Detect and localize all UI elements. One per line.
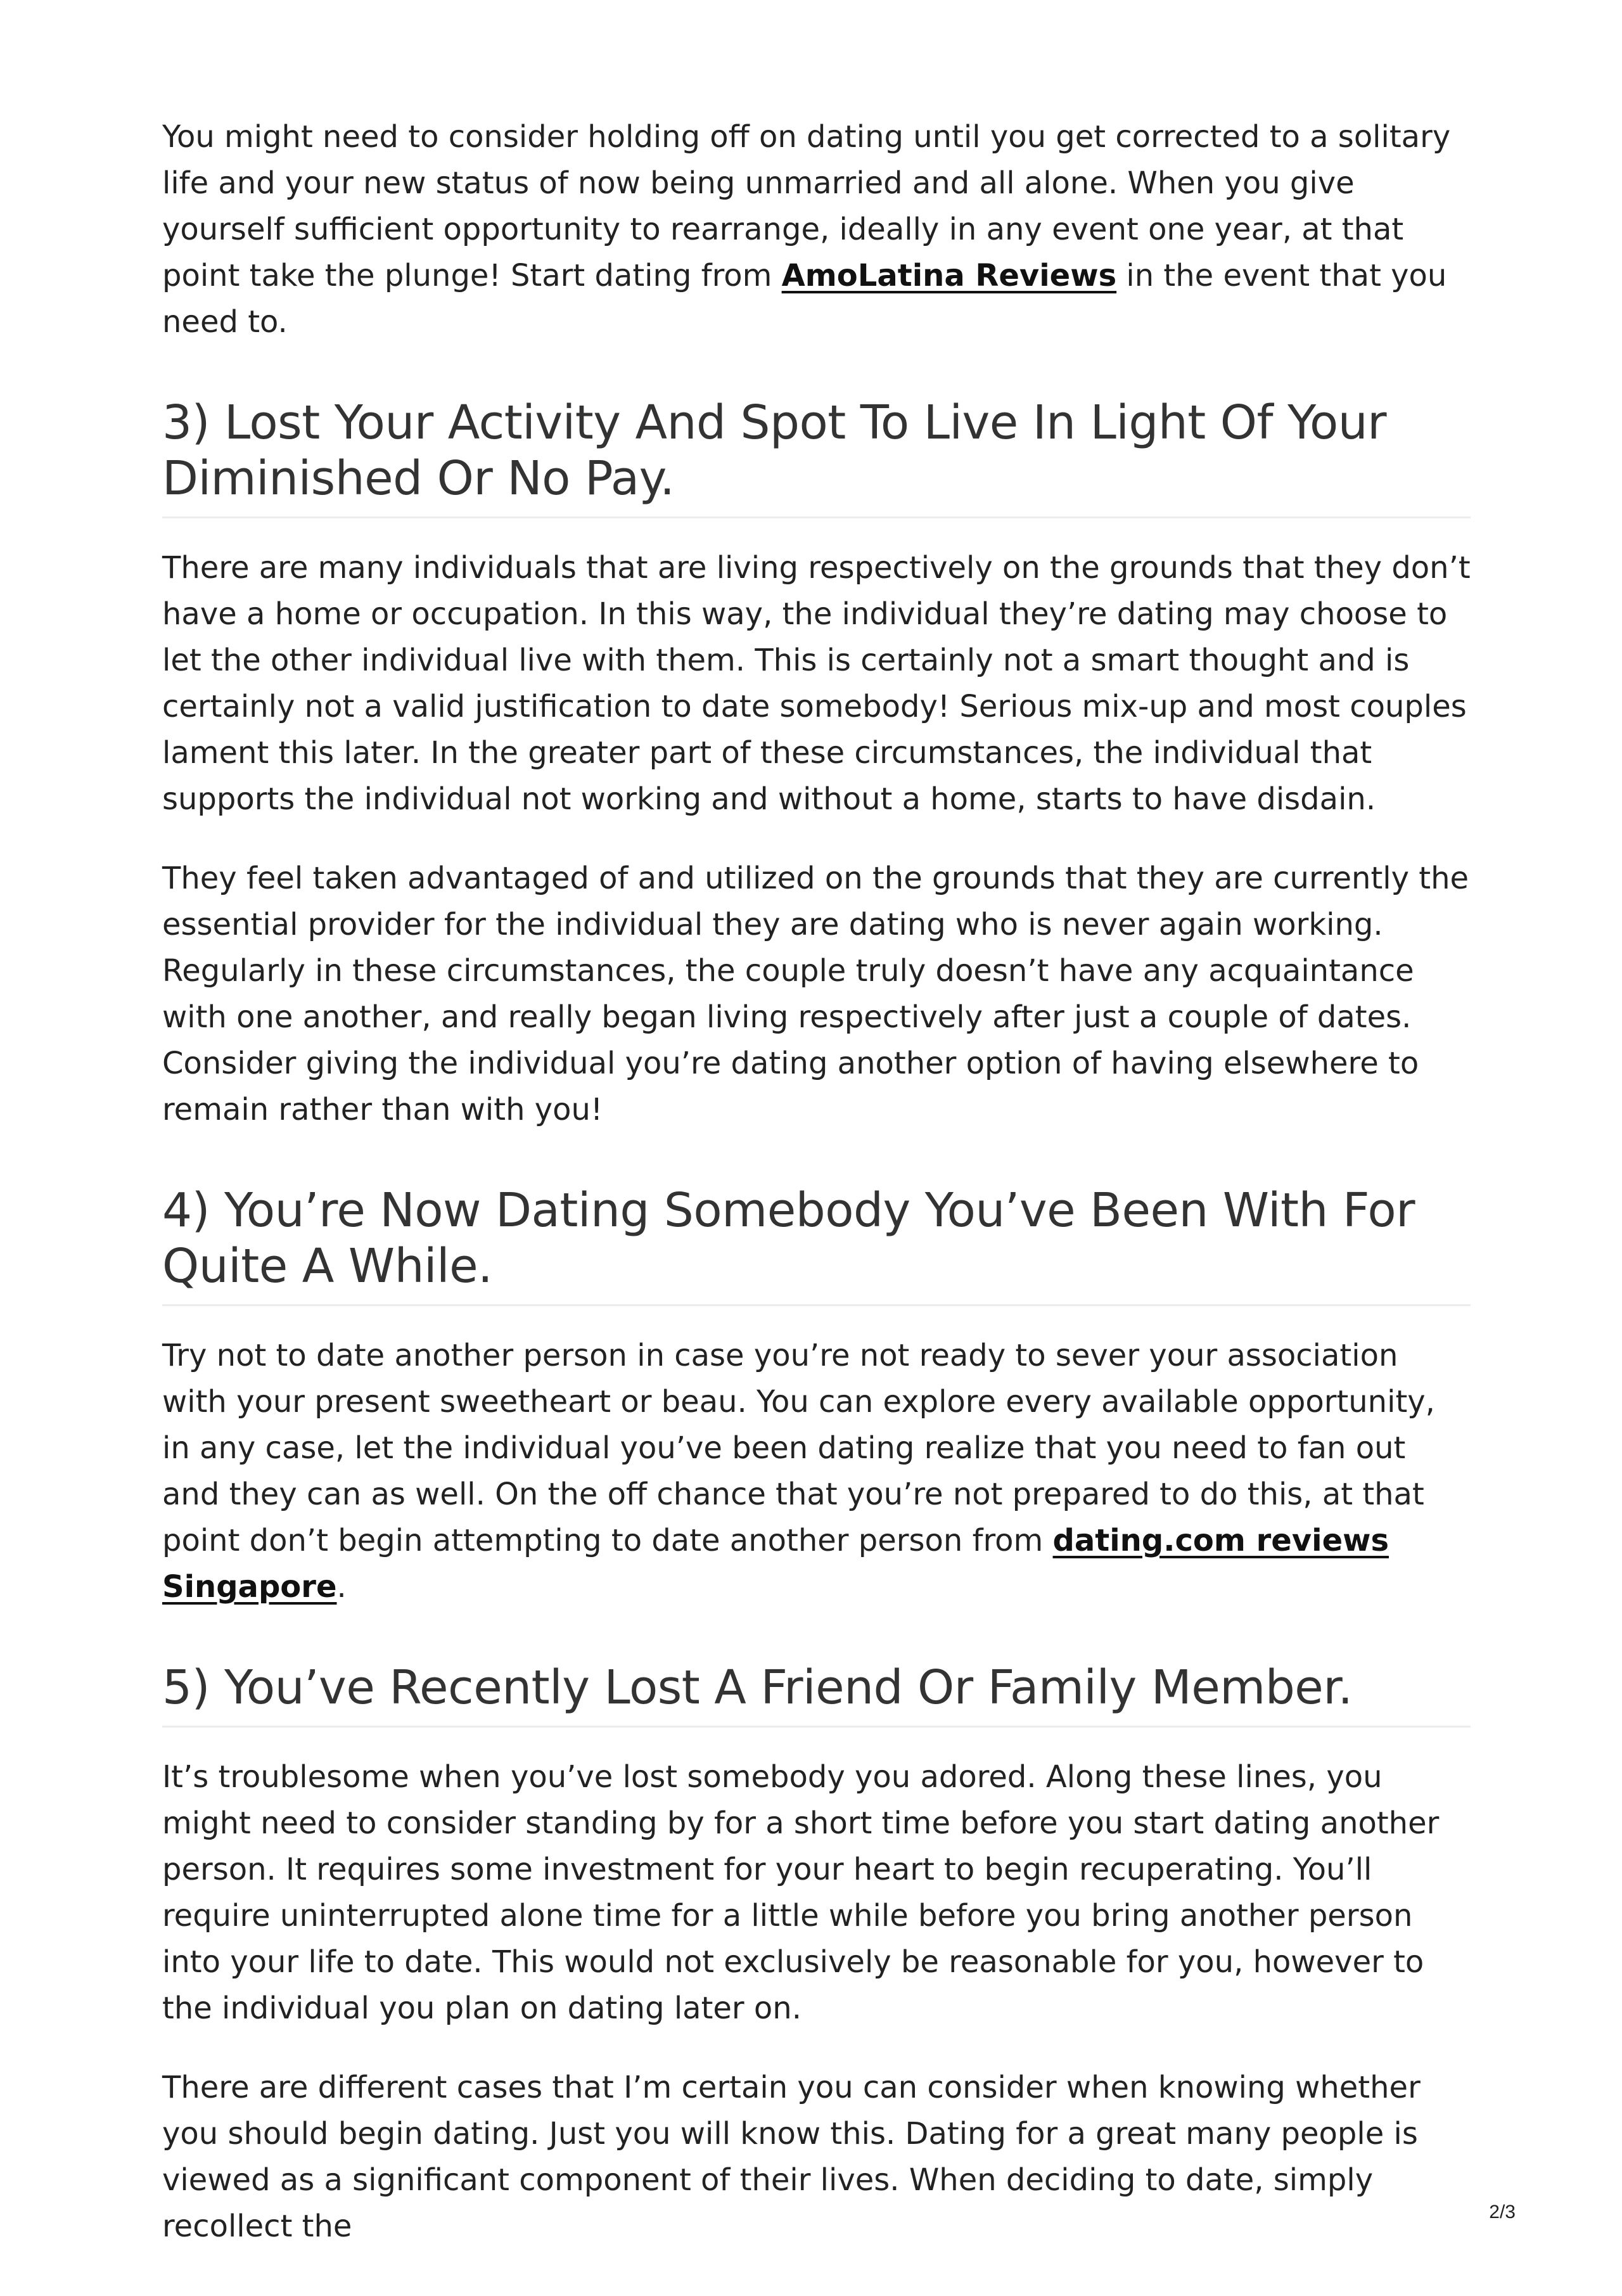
section-3-heading: 3) Lost Your Activity And Spot To Live In Light Of Your Diminished Or No Pay. xyxy=(162,395,1471,518)
section-5-paragraph-2: There are different cases that I’m certain you can consider when knowing whether you should begin dating. Just you will know this. Dating for a great many people is viewed as a significant component of their lives. When deciding to date, simply recollect the xyxy=(162,2070,1421,2244)
section-5-heading: 5) You’ve Recently Lost A Friend Or Family Member. xyxy=(162,1660,1471,1728)
section-4-paragraph: Try not to date another person in case you’re not ready to sever your association with your present sweetheart or beau. You can explore every available opportunity, in any case, let the individual you’ve been dating realize that you need to fan out and they can as well. On the off chance that you’re not prepared to do this, at that point don’t begin attempting to date another person from dating.com reviews Singapore. xyxy=(162,1338,1435,1605)
dating-com-reviews-link[interactable]: dating.com reviews Singapore xyxy=(162,1523,1389,1605)
intro-paragraph: You might need to consider holding off on dating until you get corrected to a solitary life and your new status of now being unmarried and all alone. When you give yourself sufficient opportunity to rearrange, ideally in any event one year, at that point take the plunge! Start dating from AmoLatina Reviews in the event that you need to. xyxy=(162,119,1451,340)
document-page xyxy=(162,114,1471,2283)
section-5-paragraph-1: It’s troublesome when you’ve lost somebody you adored. Along these lines, you might need to consider standing by for a short time before you start dating another person. It requires some investment for your heart to begin recuperating. You’ll require uninterrupted alone time for a little while before you bring another person into your life to date. This would not exclusively be reasonable for you, however to the individual you plan on dating later on. xyxy=(162,1759,1440,2026)
page-number: 2/3 xyxy=(1489,2202,1516,2222)
section-3-paragraph-1: There are many individuals that are living respectively on the grounds that they don’t have a home or occupation. In this way, the individual they’re dating may choose to let the other individual live with them. This is certainly not a smart thought and is certainly not a valid justification to date somebody! Serious mix-up and most couples lament this later. In the greater part of these circumstances, the individual that supports the individual not working and without a home, starts to have disdain. xyxy=(162,550,1471,817)
section-4-heading: 4) You’re Now Dating Somebody You’ve Been With For Quite A While. xyxy=(162,1183,1471,1306)
section-3-paragraph-2: They feel taken advantaged of and utilized on the grounds that they are currently the essential provider for the individual they are dating who is never again working. Regularly in these circumstances, the couple truly doesn’t have any acquaintance with one another, and really began living respectively after just a couple of dates. Consider giving the individual you’re dating another option of having elsewhere to remain rather than with you! xyxy=(162,861,1469,1127)
amolatina-reviews-link[interactable]: AmoLatina Reviews xyxy=(781,258,1117,293)
